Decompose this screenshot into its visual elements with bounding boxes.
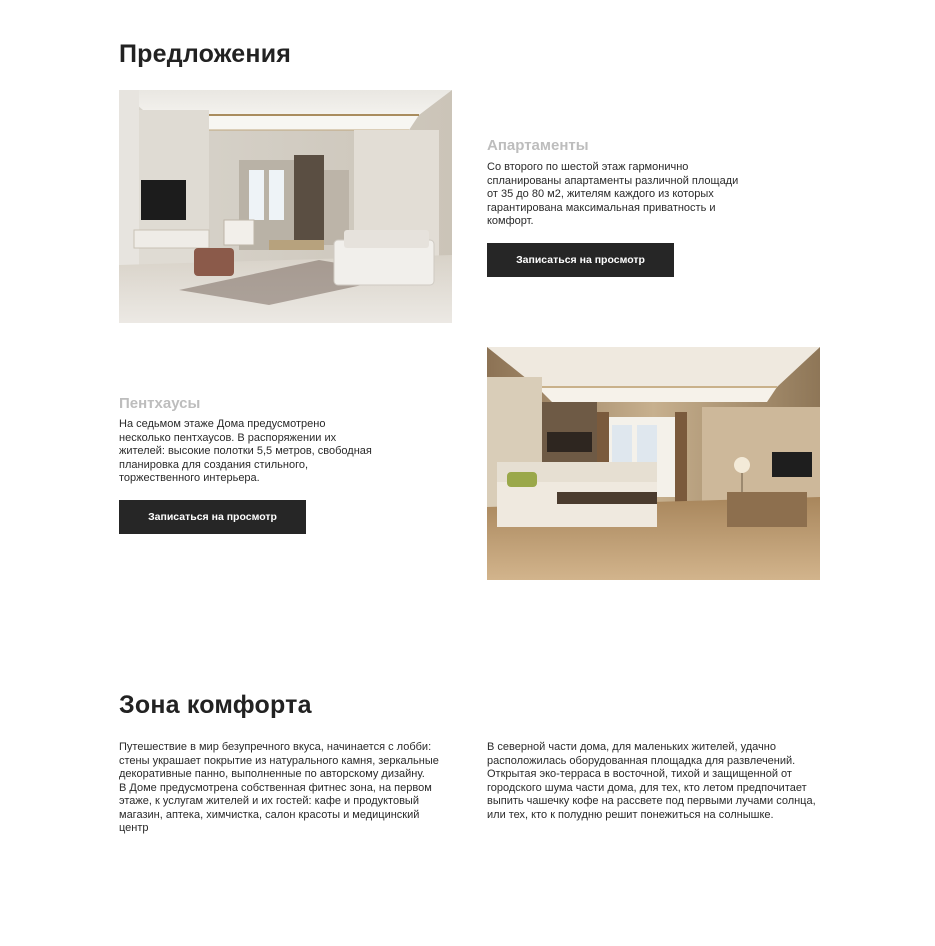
- apartments-photo: [119, 90, 452, 323]
- penthouses-booking-button[interactable]: Записаться на просмотр: [119, 500, 306, 534]
- offers-title: Предложения: [119, 40, 292, 68]
- penthouses-photo: [487, 347, 820, 580]
- apartments-title: Апартаменты: [487, 137, 589, 154]
- apartments-booking-button[interactable]: Записаться на просмотр: [487, 243, 674, 277]
- apartments-description: Со второго по шестой этаж гармонично спланированы апартаменты различной площади от 35 до 80 м2, жителям каждого из которых гарантирована максимальная приватность и комфорт.: [487, 161, 739, 227]
- comfort-left-text: Путешествие в мир безупречного вкуса, начинается с лобби: стены украшает покрытие из натурального камня, зеркальные декоративные панно, выполненные по авторскому дизайну. В Доме предусмотрена собственная фитнес зона, на первом этаже, к услугам жителей и их гостей: кафе и продуктовый магазин, аптека, химчистка, салон красоты и медицинский центр: [119, 741, 439, 834]
- comfort-title: Зона комфорта: [119, 691, 312, 719]
- penthouses-description: На седьмом этаже Дома предусмотрено несколько пентхаусов. В распоряжении их жителей: высокие полотки 5,5 метров, свободная планировка для создания стильного, торжественного интерьера.: [119, 418, 372, 484]
- penthouses-title: Пентхаусы: [119, 395, 201, 412]
- comfort-right-text: В северной части дома, для маленьких жителей, удачно расположилась оборудованная площадка для развлечений. Открытая эко-терраса в восточной, тихой и защищенной от городского шума части дома, для тех, кто летом предпочитает выпить чашечку кофе на рассвете под первыми лучами солнца, или тех, кто к полудню решит понежиться на солнышке.: [487, 741, 816, 821]
